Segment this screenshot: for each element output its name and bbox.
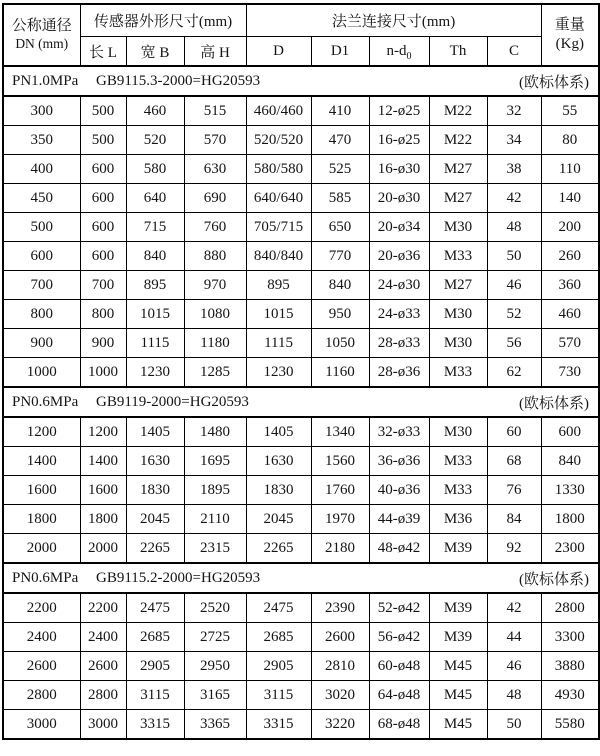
table-cell: 3115 <box>246 681 311 710</box>
table-row <box>3 417 599 447</box>
table-cell: 1760 <box>311 476 369 505</box>
table-cell: 2400 <box>80 623 126 652</box>
table-cell: M45 <box>429 652 487 681</box>
table-cell: 2000 <box>3 534 80 564</box>
table-cell: M30 <box>429 300 487 329</box>
table-cell: 900 <box>80 329 126 358</box>
table-cell: 32-ø33 <box>369 417 429 447</box>
table-cell: 2725 <box>184 623 246 652</box>
table-cell: 650 <box>311 213 369 242</box>
table-cell: 62 <box>487 358 541 388</box>
table-cell: 600 <box>80 184 126 213</box>
table-cell: 44 <box>487 623 541 652</box>
table-cell: 3000 <box>80 710 126 740</box>
table-cell: 46 <box>487 271 541 300</box>
table-cell: 1230 <box>126 358 184 388</box>
table-cell: 42 <box>487 593 541 623</box>
table-cell: 520/520 <box>246 126 311 155</box>
table-row <box>3 534 599 564</box>
section-header-row <box>3 66 599 96</box>
header-nominal-diameter-unit: DN (mm) <box>15 35 69 51</box>
header-weight-unit: (Kg) <box>555 36 584 52</box>
table-cell: 500 <box>3 213 80 242</box>
table-cell: M39 <box>429 534 487 564</box>
table-cell: 68-ø48 <box>369 710 429 740</box>
table-cell: 1600 <box>3 476 80 505</box>
table-cell: 3165 <box>184 681 246 710</box>
table-cell: M22 <box>429 126 487 155</box>
table-row <box>3 126 599 155</box>
table-cell: 56 <box>487 329 541 358</box>
pressure-rating-label: PN1.0MPa <box>12 72 79 89</box>
table-cell: 1400 <box>3 447 80 476</box>
table-cell: 730 <box>541 358 599 388</box>
table-cell: 28-ø36 <box>369 358 429 388</box>
header-d: D <box>246 37 311 67</box>
table-cell: 1560 <box>311 447 369 476</box>
table-cell: 1340 <box>311 417 369 447</box>
table-cell: 2265 <box>246 534 311 564</box>
table-cell: 48 <box>487 681 541 710</box>
table-row <box>3 184 599 213</box>
table-cell: 3365 <box>184 710 246 740</box>
table-cell: 56-ø42 <box>369 623 429 652</box>
table-cell: 36-ø36 <box>369 447 429 476</box>
table-row <box>3 155 599 184</box>
table-cell: 1630 <box>126 447 184 476</box>
table-cell: 500 <box>80 96 126 126</box>
table-cell: 300 <box>3 96 80 126</box>
standard-label: GB9115.2-2000=HG20593 <box>96 569 261 586</box>
table-cell: 2475 <box>126 593 184 623</box>
header-width: 宽 B <box>126 37 184 67</box>
table-row <box>3 213 599 242</box>
table-cell: 2905 <box>246 652 311 681</box>
table-cell: 3020 <box>311 681 369 710</box>
section-header-row <box>3 563 599 593</box>
table-cell: 800 <box>3 300 80 329</box>
table-cell: 48-ø42 <box>369 534 429 564</box>
table-cell: 520 <box>126 126 184 155</box>
table-cell: 2810 <box>311 652 369 681</box>
table-cell: 600 <box>80 155 126 184</box>
table-cell: 840 <box>541 447 599 476</box>
table-cell: 1230 <box>246 358 311 388</box>
table-cell: 200 <box>541 213 599 242</box>
table-cell: 2180 <box>311 534 369 564</box>
table-cell: 110 <box>541 155 599 184</box>
dimension-spec-table <box>2 3 600 740</box>
table-cell: 260 <box>541 242 599 271</box>
table-cell: 840 <box>126 242 184 271</box>
table-cell: 2400 <box>3 623 80 652</box>
table-cell: 2600 <box>311 623 369 652</box>
table-cell: M30 <box>429 417 487 447</box>
table-cell: 1115 <box>126 329 184 358</box>
table-cell: 4930 <box>541 681 599 710</box>
table-cell: 2045 <box>126 505 184 534</box>
table-cell: 1000 <box>3 358 80 388</box>
table-cell: 580 <box>126 155 184 184</box>
table-cell: 2800 <box>80 681 126 710</box>
table-row <box>3 623 599 652</box>
table-cell: 3220 <box>311 710 369 740</box>
header-flange-connection-group: 法兰连接尺寸(mm) <box>246 4 541 37</box>
table-cell: M39 <box>429 593 487 623</box>
table-cell: 1970 <box>311 505 369 534</box>
table-cell: M30 <box>429 213 487 242</box>
table-cell: 3300 <box>541 623 599 652</box>
table-cell: 360 <box>541 271 599 300</box>
table-cell: 600 <box>3 242 80 271</box>
header-weight <box>541 4 599 66</box>
table-cell: 2800 <box>541 593 599 623</box>
table-cell: 44-ø39 <box>369 505 429 534</box>
table-cell: 525 <box>311 155 369 184</box>
table-cell: 2905 <box>126 652 184 681</box>
table-cell: 34 <box>487 126 541 155</box>
table-cell: 1000 <box>80 358 126 388</box>
table-cell: M27 <box>429 155 487 184</box>
header-th: Th <box>429 37 487 67</box>
table-cell: 3315 <box>126 710 184 740</box>
table-cell: 1405 <box>246 417 311 447</box>
table-cell: 92 <box>487 534 541 564</box>
table-cell: 76 <box>487 476 541 505</box>
table-cell: 2265 <box>126 534 184 564</box>
table-cell: 2200 <box>3 593 80 623</box>
table-row <box>3 96 599 126</box>
table-cell: 55 <box>541 96 599 126</box>
table-cell: 1600 <box>80 476 126 505</box>
table-cell: 5580 <box>541 710 599 740</box>
table-cell: M33 <box>429 242 487 271</box>
table-cell: 900 <box>3 329 80 358</box>
header-height: 高 H <box>184 37 246 67</box>
table-row <box>3 710 599 740</box>
table-row <box>3 358 599 388</box>
table-cell: 800 <box>80 300 126 329</box>
table-cell: M39 <box>429 623 487 652</box>
table-cell: 705/715 <box>246 213 311 242</box>
table-cell: 1800 <box>3 505 80 534</box>
table-cell: 16-ø30 <box>369 155 429 184</box>
table-cell: 700 <box>3 271 80 300</box>
table-cell: 12-ø25 <box>369 96 429 126</box>
table-cell: 1480 <box>184 417 246 447</box>
header-nominal-diameter <box>3 4 80 66</box>
table-cell: 1400 <box>80 447 126 476</box>
table-cell: 52-ø42 <box>369 593 429 623</box>
table-cell: M27 <box>429 184 487 213</box>
table-cell: 895 <box>246 271 311 300</box>
table-cell: 600 <box>541 417 599 447</box>
table-cell: 1800 <box>80 505 126 534</box>
system-note-label: (欧标体系) <box>519 395 590 412</box>
table-cell: 1180 <box>184 329 246 358</box>
table-cell: 840/840 <box>246 242 311 271</box>
table-cell: 2475 <box>246 593 311 623</box>
table-row <box>3 652 599 681</box>
table-cell: 24-ø33 <box>369 300 429 329</box>
table-cell: 20-ø36 <box>369 242 429 271</box>
table-cell: 1895 <box>184 476 246 505</box>
table-cell: 2800 <box>3 681 80 710</box>
table-cell: 640 <box>126 184 184 213</box>
table-cell: 840 <box>311 271 369 300</box>
table-cell: M45 <box>429 681 487 710</box>
table-cell: 770 <box>311 242 369 271</box>
table-cell: 585 <box>311 184 369 213</box>
header-sensor-dimensions-group: 传感器外形尺寸(mm) <box>80 4 246 37</box>
table-cell: 630 <box>184 155 246 184</box>
table-cell: 460/460 <box>246 96 311 126</box>
table-cell: 460 <box>126 96 184 126</box>
table-cell: M27 <box>429 271 487 300</box>
table-cell: 760 <box>184 213 246 242</box>
table-cell: 400 <box>3 155 80 184</box>
table-row <box>3 593 599 623</box>
table-cell: 28-ø33 <box>369 329 429 358</box>
table-cell: 450 <box>3 184 80 213</box>
table-cell: 3315 <box>246 710 311 740</box>
table-cell: 60 <box>487 417 541 447</box>
table-cell: 600 <box>80 213 126 242</box>
table-cell: 84 <box>487 505 541 534</box>
table-cell: 16-ø25 <box>369 126 429 155</box>
table-cell: 690 <box>184 184 246 213</box>
table-cell: 52 <box>487 300 541 329</box>
table-cell: 1285 <box>184 358 246 388</box>
system-note-label: (欧标体系) <box>519 571 590 588</box>
table-cell: 580/580 <box>246 155 311 184</box>
table-cell: 2520 <box>184 593 246 623</box>
table-cell: 715 <box>126 213 184 242</box>
header-d1: D1 <box>311 37 369 67</box>
table-row <box>3 447 599 476</box>
table-cell: 1200 <box>3 417 80 447</box>
table-row <box>3 300 599 329</box>
table-row <box>3 271 599 300</box>
table-cell: 1695 <box>184 447 246 476</box>
table-cell: M36 <box>429 505 487 534</box>
table-row <box>3 329 599 358</box>
table-cell: 570 <box>184 126 246 155</box>
table-cell: 2315 <box>184 534 246 564</box>
table-cell: 1160 <box>311 358 369 388</box>
table-cell: 640/640 <box>246 184 311 213</box>
table-cell: 1050 <box>311 329 369 358</box>
table-cell: 1015 <box>246 300 311 329</box>
table-cell: 895 <box>126 271 184 300</box>
table-cell: 1080 <box>184 300 246 329</box>
table-cell: 64-ø48 <box>369 681 429 710</box>
table-cell: 50 <box>487 242 541 271</box>
table-cell: 950 <box>311 300 369 329</box>
table-row <box>3 476 599 505</box>
table-cell: 1115 <box>246 329 311 358</box>
header-c: C <box>487 37 541 67</box>
table-row <box>3 681 599 710</box>
table-cell: 48 <box>487 213 541 242</box>
system-note-label: (欧标体系) <box>519 74 590 91</box>
table-cell: 460 <box>541 300 599 329</box>
table-cell: 2950 <box>184 652 246 681</box>
table-cell: 32 <box>487 96 541 126</box>
table-cell: 42 <box>487 184 541 213</box>
table-cell: 500 <box>80 126 126 155</box>
table-cell: 2000 <box>80 534 126 564</box>
table-cell: 24-ø30 <box>369 271 429 300</box>
table-cell: 20-ø30 <box>369 184 429 213</box>
table-cell: 3880 <box>541 652 599 681</box>
table-cell: 2045 <box>246 505 311 534</box>
table-cell: 50 <box>487 710 541 740</box>
standard-label: GB9115.3-2000=HG20593 <box>96 72 261 89</box>
table-cell: 46 <box>487 652 541 681</box>
table-cell: 2300 <box>541 534 599 564</box>
table-cell: 880 <box>184 242 246 271</box>
table-cell: 1800 <box>541 505 599 534</box>
table-cell: 68 <box>487 447 541 476</box>
table-row <box>3 242 599 271</box>
table-cell: 140 <box>541 184 599 213</box>
table-cell: 600 <box>80 242 126 271</box>
pressure-rating-label: PN0.6MPa <box>12 393 79 410</box>
table-cell: 2685 <box>246 623 311 652</box>
table-cell: M33 <box>429 447 487 476</box>
table-cell: 2200 <box>80 593 126 623</box>
table-cell: 1405 <box>126 417 184 447</box>
table-cell: 515 <box>184 96 246 126</box>
table-cell: 2390 <box>311 593 369 623</box>
table-cell: 350 <box>3 126 80 155</box>
table-cell: 410 <box>311 96 369 126</box>
table-row <box>3 505 599 534</box>
table-cell: 1830 <box>126 476 184 505</box>
table-cell: 2685 <box>126 623 184 652</box>
table-cell: 2600 <box>80 652 126 681</box>
table-cell: 1200 <box>80 417 126 447</box>
header-n-d0: $n-d_0$ <box>369 37 429 67</box>
section-header-row <box>3 387 599 417</box>
table-cell: 2110 <box>184 505 246 534</box>
table-cell: 700 <box>80 271 126 300</box>
table-cell: 1330 <box>541 476 599 505</box>
table-cell: M33 <box>429 476 487 505</box>
table-cell: 3115 <box>126 681 184 710</box>
table-cell: 1830 <box>246 476 311 505</box>
table-cell: 2600 <box>3 652 80 681</box>
pressure-rating-label: PN0.6MPa <box>12 569 79 586</box>
table-cell: 40-ø36 <box>369 476 429 505</box>
table-cell: 1015 <box>126 300 184 329</box>
table-cell: 60-ø48 <box>369 652 429 681</box>
table-cell: 3000 <box>3 710 80 740</box>
table-cell: M45 <box>429 710 487 740</box>
table-cell: 470 <box>311 126 369 155</box>
table-cell: M30 <box>429 329 487 358</box>
table-cell: 1630 <box>246 447 311 476</box>
header-length: 长 L <box>80 37 126 67</box>
standard-label: GB9119-2000=HG20593 <box>96 393 249 410</box>
table-cell: 38 <box>487 155 541 184</box>
table-cell: M33 <box>429 358 487 388</box>
table-cell: M22 <box>429 96 487 126</box>
header-weight-cn: 重量 <box>554 17 585 34</box>
header-nominal-diameter-cn: 公称通径 <box>11 18 72 35</box>
table-cell: 570 <box>541 329 599 358</box>
table-cell: 20-ø34 <box>369 213 429 242</box>
table-cell: 970 <box>184 271 246 300</box>
table-cell: 80 <box>541 126 599 155</box>
